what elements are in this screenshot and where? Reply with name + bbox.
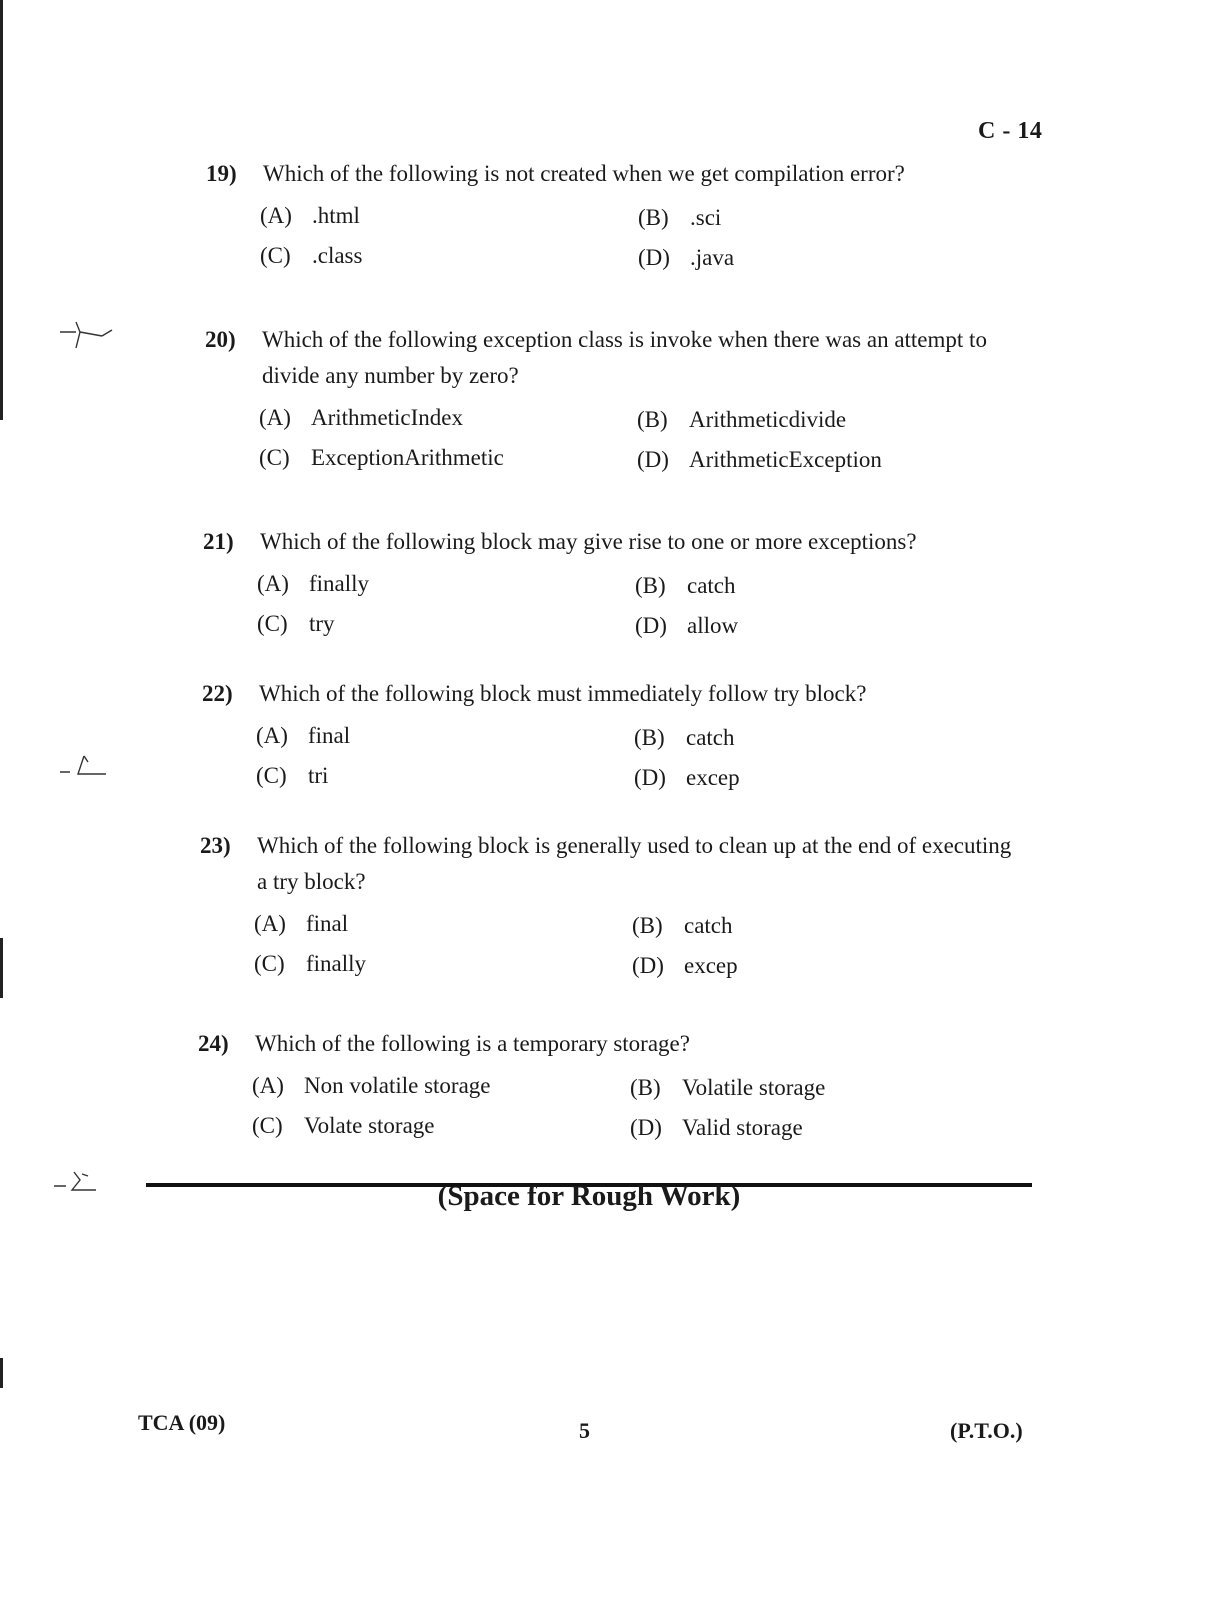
page-edge-mark (0, 1358, 3, 1388)
question-number: 19) (206, 161, 237, 186)
footer-paper-code: TCA (09) (138, 1410, 226, 1435)
option-b: (B) catch (635, 573, 736, 598)
question-number: 23) (200, 833, 231, 858)
option-d: (D) .java (638, 245, 735, 270)
question-text: Which of the following block must immediately follow try block? (259, 681, 867, 706)
option-b: (B) .sci (638, 205, 722, 230)
question-text: Which of the following exception class is invoke when there was an attempt to divide any number by zero? (262, 327, 987, 388)
question-21 (203, 524, 1023, 648)
option-c: (C) Volate storage (252, 1113, 435, 1138)
question-22 (202, 676, 1022, 800)
option-c: (C) tri (256, 763, 329, 788)
option-c: (C) try (257, 611, 335, 636)
question-number: 24) (198, 1031, 229, 1056)
question-24 (198, 1026, 1018, 1150)
option-a: (A) finally (257, 571, 370, 596)
question-23 (200, 828, 1020, 988)
question-text: Which of the following block may give rise to one or more exceptions? (260, 529, 917, 554)
option-b: (B) catch (634, 725, 735, 750)
page-code: C - 14 (978, 118, 1043, 144)
option-b: (B) Arithmeticdivide (637, 407, 847, 432)
option-a: (A) Non volatile storage (252, 1073, 491, 1098)
option-a: (A) .html (260, 203, 360, 228)
option-b: (B) catch (632, 913, 733, 938)
option-a: (A) final (254, 911, 349, 936)
option-a: (A) final (256, 723, 351, 748)
option-a: (A) ArithmeticIndex (259, 405, 464, 430)
question-text: Which of the following is not created when we get compilation error? (263, 161, 905, 186)
option-d: (D) allow (635, 613, 739, 638)
pto-label: (P.T.O.) (950, 1418, 1023, 1443)
option-d: (D) excep (634, 765, 740, 790)
question-19 (206, 156, 1026, 280)
margin-tick-mark (58, 752, 118, 786)
rough-work-heading: (Space for Rough Work) (437, 1180, 741, 1212)
page-number: 5 (579, 1418, 590, 1443)
option-c: (C) finally (254, 951, 367, 976)
question-number: 22) (202, 681, 233, 706)
option-b: (B) Volatile storage (630, 1075, 826, 1100)
margin-tick-mark (58, 318, 118, 358)
option-d: (D) excep (632, 953, 738, 978)
question-20 (205, 322, 1025, 482)
option-c: (C) ExceptionArithmetic (259, 445, 504, 470)
question-text: Which of the following block is generally used to clean up at the end of executing a try block? (257, 833, 1012, 894)
page-edge-mark (0, 938, 3, 998)
page-edge-mark (0, 0, 3, 420)
option-c: (C) .class (260, 243, 363, 268)
question-text: Which of the following is a temporary storage? (255, 1031, 690, 1056)
option-d: (D) ArithmeticException (637, 447, 882, 472)
option-d: (D) Valid storage (630, 1115, 803, 1140)
question-number: 20) (205, 327, 236, 352)
question-number: 21) (203, 529, 234, 554)
